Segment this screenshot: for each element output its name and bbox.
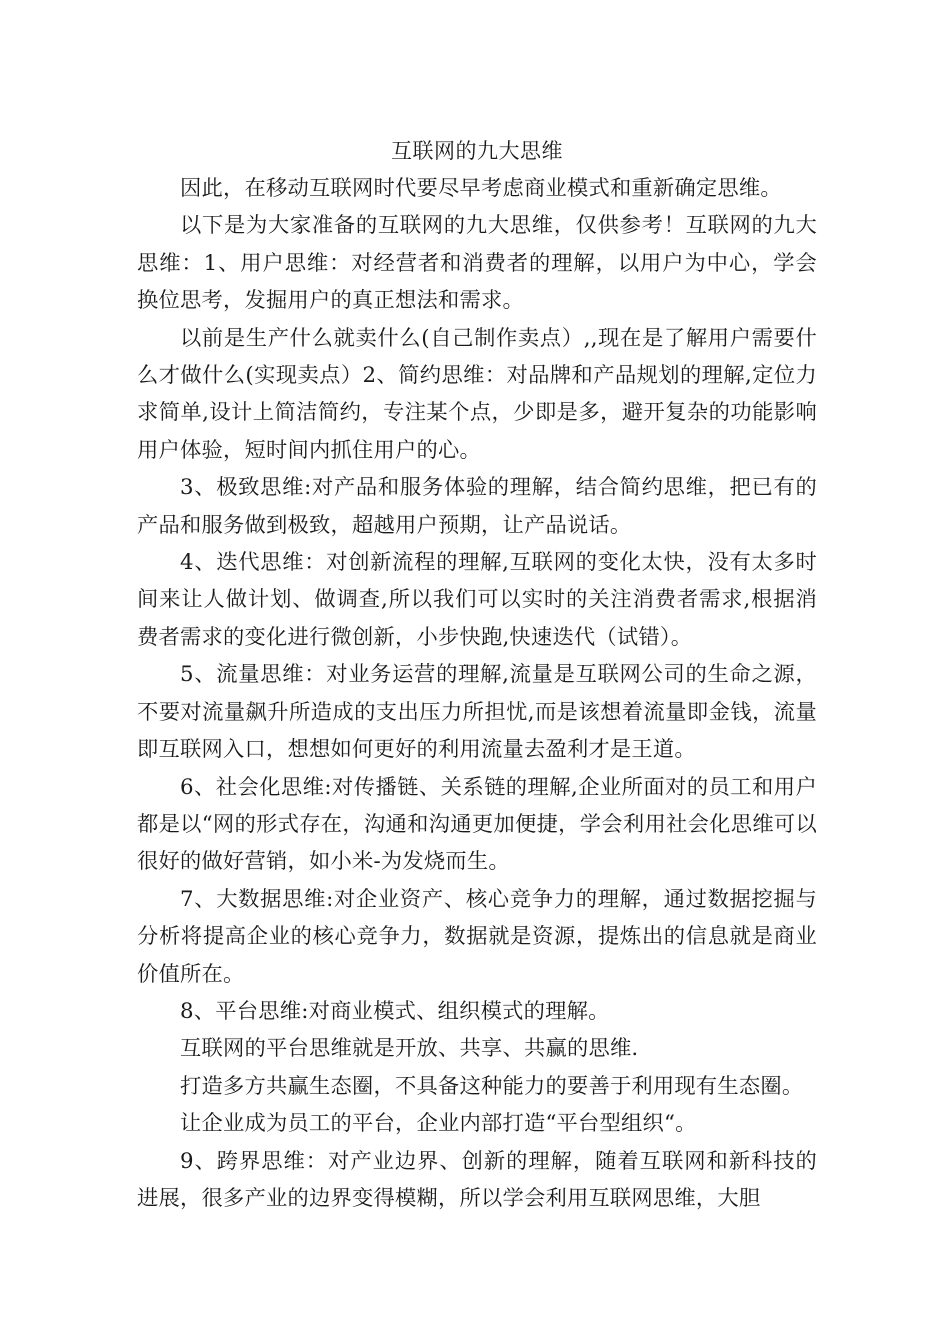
- paragraph-simplicity-thinking: 以前是生产什么就卖什么(自己制作卖点）,,现在是了解用户需要什么才做什么(实现卖点）2、简约思维：对品牌和产品规划的理解,定位力求简单,设计上简洁简约，专注某个点，少即是多，避开复杂的功能影响用户体验，短时间内抓住用户的心。: [137, 325, 817, 463]
- paragraph-platform-thinking: 8、平台思维:对商业模式、组织模式的理解。: [180, 998, 610, 1024]
- paragraph-platform-open: 互联网的平台思维就是开放、共享、共赢的思维.: [180, 1036, 639, 1062]
- paragraph-social-thinking: 6、社会化思维:对传播链、关系链的理解,企业所面对的员工和用户都是以“网的形式存在，沟通和沟通更加便捷，学会利用社会化思维可以很好的做好营销，如小米-为发烧而生。: [137, 774, 817, 875]
- paragraph-intro: 因此，在移动互联网时代要尽早考虑商业模式和重新确定思维。: [180, 176, 782, 201]
- document-title: 互联网的九大思维: [391, 139, 563, 163]
- paragraph-platform-organization: 让企业成为员工的平台，企业内部打造“平台型组织“。: [180, 1111, 697, 1137]
- paragraph-traffic-thinking: 5、流量思维：对业务运营的理解,流量是互联网公司的生命之源，不要对流量飙升所造成的支出压力所担忧,而是该想着流量即金钱，流量即互联网入口，想想如何更好的利用流量去盈利才是王道。: [137, 662, 817, 763]
- paragraph-big-data-thinking: 7、大数据思维:对企业资产、核心竞争力的理解，通过数据挖掘与分析将提高企业的核心竞争力，数据就是资源，提炼出的信息就是商业价值所在。: [137, 886, 817, 987]
- paragraph-user-thinking: 以下是为大家准备的互联网的九大思维，仅供参考！互联网的九大思维：1、用户思维：对经营者和消费者的理解，以用户为中心，学会换位思考，发掘用户的真正想法和需求。: [137, 213, 817, 314]
- paragraph-platform-ecosystem: 打造多方共赢生态圈，不具备这种能力的要善于利用现有生态圈。: [180, 1073, 804, 1099]
- paragraph-iteration-thinking: 4、迭代思维：对创新流程的理解,互联网的变化太快，没有太多时间来让人做计划、做调查,所以我们可以实时的关注消费者需求,根据消费者需求的变化进行微创新，小步快跑,快速迭代（试错）。: [137, 550, 817, 650]
- paragraph-crossover-thinking: 9、跨界思维：对产业边界、创新的理解，随着互联网和新科技的进展，很多产业的边界变得模糊，所以学会利用互联网思维，大胆: [137, 1148, 817, 1211]
- paragraph-extreme-thinking: 3、极致思维:对产品和服务体验的理解，结合简约思维，把已有的产品和服务做到极致，超越用户预期，让产品说话。: [137, 475, 817, 538]
- document-page: [137, 133, 817, 1217]
